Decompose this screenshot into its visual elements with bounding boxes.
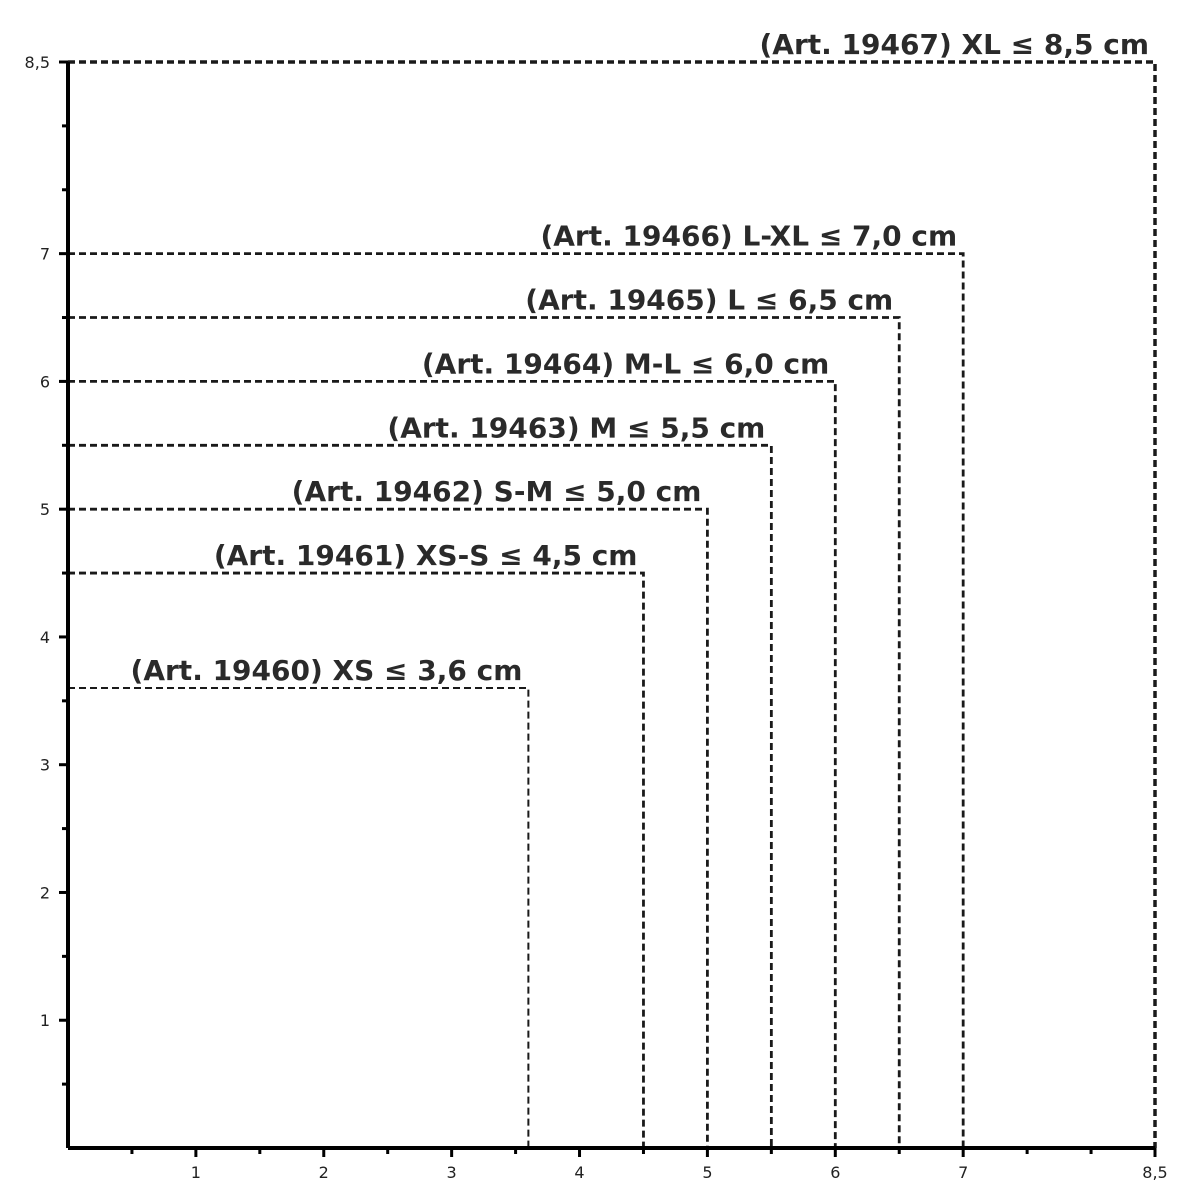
- y-tick-label-6: 6: [39, 372, 50, 392]
- y-tick-label-7: 7: [39, 244, 50, 264]
- size-box-7: [68, 254, 963, 1148]
- size-label-5-5: (Art. 19463) M ≤ 5,5 cm: [387, 411, 766, 445]
- x-tick-label-3: 3: [446, 1163, 457, 1182]
- size-box-5: [68, 509, 707, 1148]
- y-tick-label-3: 3: [39, 755, 50, 775]
- size-label-5: (Art. 19462) S-M ≤ 5,0 cm: [291, 475, 702, 509]
- x-tick-label-2: 2: [318, 1163, 329, 1182]
- size-label-4-5: (Art. 19461) XS-S ≤ 4,5 cm: [213, 539, 638, 573]
- size-label-6-5: (Art. 19465) L ≤ 6,5 cm: [525, 283, 894, 317]
- y-tick-label-8-5: 8,5: [24, 53, 50, 72]
- x-tick-label-1: 1: [190, 1163, 201, 1182]
- size-box-3-6: [68, 688, 528, 1148]
- size-label-7: (Art. 19466) L-XL ≤ 7,0 cm: [540, 219, 958, 253]
- size-label-3-6: (Art. 19460) XS ≤ 3,6 cm: [130, 654, 523, 688]
- y-tick-label-1: 1: [39, 1011, 50, 1031]
- size-label-6: (Art. 19464) M-L ≤ 6,0 cm: [421, 347, 830, 381]
- x-tick-label-5: 5: [702, 1163, 713, 1182]
- x-tick-label-7: 7: [958, 1163, 969, 1182]
- x-tick-label-8-5: 8,5: [1142, 1163, 1168, 1182]
- size-labels: [131, 28, 1149, 687]
- x-tick-label-6: 6: [830, 1163, 841, 1182]
- size-label-8-5: (Art. 19467) XL ≤ 8,5 cm: [759, 28, 1149, 61]
- y-tick-label-5: 5: [39, 500, 50, 520]
- y-tick-label-2: 2: [39, 883, 50, 903]
- x-tick-label-4: 4: [574, 1163, 585, 1182]
- y-tick-label-4: 4: [39, 627, 50, 647]
